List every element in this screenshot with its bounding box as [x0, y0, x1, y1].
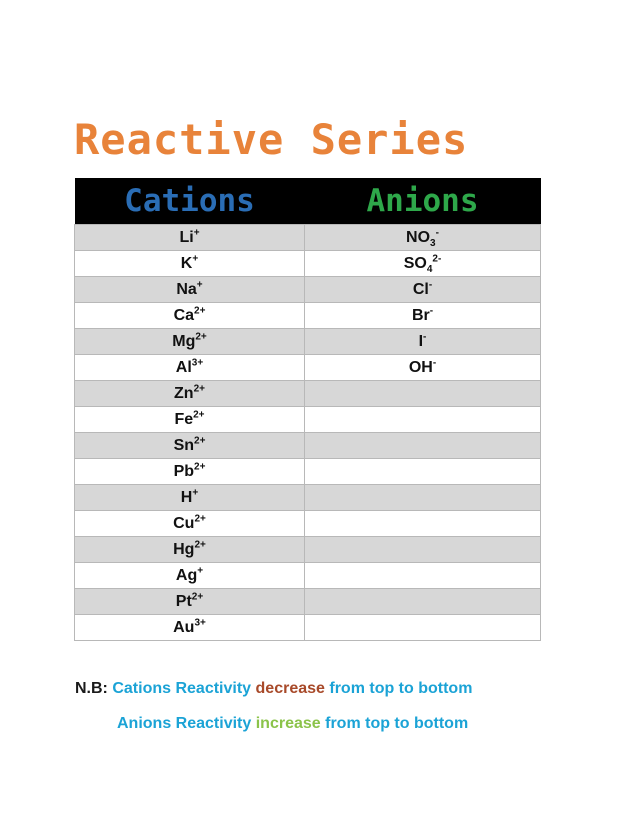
anion-symbol: Cl [412, 280, 429, 298]
table-row [75, 563, 541, 589]
cation-symbol: Ca [173, 306, 195, 324]
anion-cell [305, 537, 541, 563]
table-row [75, 277, 541, 303]
anion-charge: - [423, 331, 427, 343]
anion-charge: - [429, 305, 434, 317]
anion-symbol: I [418, 332, 424, 350]
cation-symbol: Zn [174, 384, 194, 402]
cation-charge: + [193, 227, 200, 239]
anion-cell [305, 355, 541, 381]
table-row [75, 329, 541, 355]
table-row [75, 355, 541, 381]
cation-charge: + [192, 253, 199, 265]
anion-charge: - [435, 227, 439, 239]
cation-cell [75, 485, 305, 511]
anion-cell [305, 459, 541, 485]
cation-symbol: Hg [173, 540, 195, 558]
cation-charge: + [192, 487, 199, 499]
anion-charge: - [428, 279, 433, 291]
cation-charge: 3+ [194, 617, 206, 629]
cations-header: Cations [75, 178, 305, 225]
anion-cell [305, 381, 541, 407]
anion-charge: - [432, 357, 437, 369]
note-anions-subject: Anions Reactivity [117, 715, 252, 732]
cation-charge: 3+ [191, 357, 204, 369]
cation-symbol: H [180, 488, 193, 506]
anion-cell [305, 251, 541, 277]
table-row [75, 303, 541, 329]
note-increase-word: increase [255, 715, 321, 732]
anion-cell [305, 329, 541, 355]
table-row [75, 589, 541, 615]
anion-cell [305, 303, 541, 329]
anion-cell [305, 511, 541, 537]
note-line-cations [75, 680, 472, 698]
cation-cell [75, 277, 305, 303]
cation-symbol: Pb [173, 462, 195, 480]
note-anions-rest: from top to bottom [325, 715, 469, 732]
note-prefix: N.B: [75, 680, 108, 697]
note-cations-rest: from top to bottom [329, 680, 473, 697]
table-row [75, 511, 541, 537]
cation-charge: 2+ [191, 591, 204, 603]
cation-cell [75, 537, 305, 563]
anion-symbol: NO [406, 228, 431, 246]
table-row [75, 407, 541, 433]
cation-charge: 2+ [193, 383, 205, 395]
anion-cell [305, 433, 541, 459]
cation-cell [75, 381, 305, 407]
cation-charge: + [197, 565, 204, 577]
anions-header: Anions [305, 178, 541, 225]
cation-charge: 2+ [194, 435, 206, 447]
cation-cell [75, 563, 305, 589]
anion-symbol: Br [411, 306, 430, 324]
cation-symbol: Sn [173, 436, 195, 454]
cation-cell [75, 511, 305, 537]
note-decrease-word: decrease [255, 680, 325, 697]
table-row [75, 615, 541, 641]
table-row [75, 485, 541, 511]
cation-symbol: Cu [173, 514, 195, 532]
cation-symbol: Pt [175, 592, 192, 610]
cation-charge: 2+ [195, 331, 207, 343]
cation-symbol: K [180, 254, 193, 272]
anion-symbol: SO [403, 254, 427, 272]
cation-charge: 2+ [194, 461, 206, 473]
cation-cell [75, 615, 305, 641]
cation-symbol: Na [176, 280, 197, 298]
cation-symbol: Li [179, 228, 194, 246]
anion-cell [305, 277, 541, 303]
note-line-anions [117, 715, 468, 733]
anion-subscript: 4 [426, 263, 433, 275]
table-row [75, 433, 541, 459]
cation-cell [75, 303, 305, 329]
note-cations-subject: Cations Reactivity [112, 680, 252, 697]
cation-charge: + [196, 279, 203, 291]
cation-cell [75, 225, 305, 251]
cation-symbol: Fe [174, 410, 194, 428]
cation-cell [75, 589, 305, 615]
anion-subscript: 3 [430, 237, 436, 249]
cation-charge: 2+ [194, 305, 206, 317]
cation-symbol: Au [173, 618, 195, 636]
cation-cell [75, 251, 305, 277]
table-row [75, 381, 541, 407]
anion-cell [305, 225, 541, 251]
table-header-row [75, 178, 541, 225]
anion-cell [305, 485, 541, 511]
anion-cell [305, 589, 541, 615]
cation-cell [75, 407, 305, 433]
table-row [75, 251, 541, 277]
cation-cell [75, 433, 305, 459]
cation-charge: 2+ [194, 513, 206, 525]
table-body [75, 225, 541, 641]
cation-cell [75, 329, 305, 355]
cation-symbol: Al [175, 358, 192, 376]
anion-symbol: OH [408, 358, 433, 376]
cation-charge: 2+ [193, 409, 205, 421]
table-row [75, 459, 541, 485]
table-row [75, 537, 541, 563]
cation-cell [75, 459, 305, 485]
reactive-series-table [74, 178, 541, 641]
anion-cell [305, 563, 541, 589]
cation-symbol: Ag [175, 566, 198, 584]
anion-charge: 2- [432, 253, 442, 265]
page-title: Reactive Series [74, 115, 469, 164]
anion-cell [305, 407, 541, 433]
cation-cell [75, 355, 305, 381]
table-row [75, 225, 541, 251]
anion-cell [305, 615, 541, 641]
cation-charge: 2+ [194, 539, 206, 551]
cation-symbol: Mg [172, 332, 196, 350]
